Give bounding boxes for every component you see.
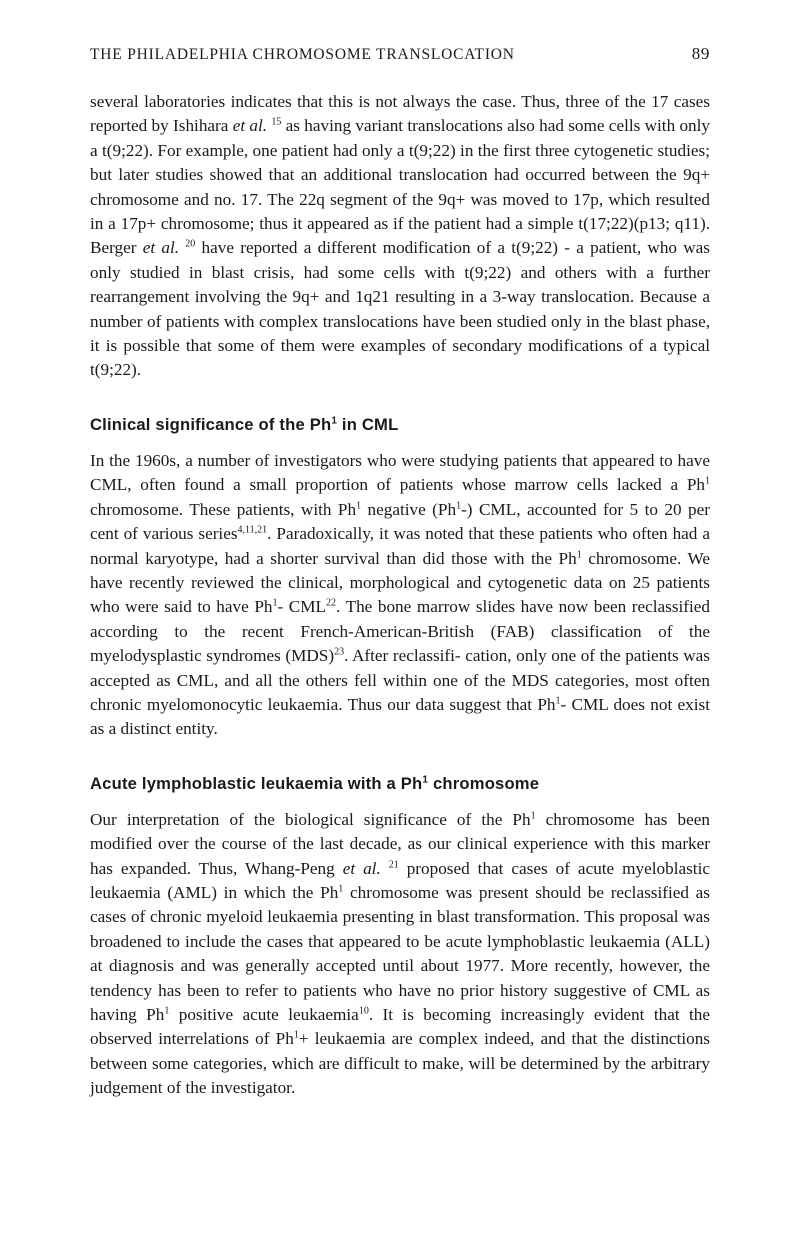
superscript: 1 — [705, 475, 710, 487]
reference-superscript: 4,11,21 — [237, 524, 268, 536]
superscript: 1 — [356, 499, 362, 511]
superscript: 1 — [555, 695, 561, 707]
reference-superscript: 15 — [271, 116, 282, 128]
text-run: proposed that cases of acute myeloblastic leukaemia (AML) in which the Ph — [90, 858, 710, 902]
text-run: In the 1960s, a number of investigators who were studying patients that appeared to have CML, often found a small proportion of patients whose marrow cells lacked a Ph — [90, 450, 710, 495]
superscript: 1 — [272, 597, 278, 609]
text-run: + leukaemia are complex indeed, and that the distinctions between some categories, which are difficult to make, will be determined by the arbitrary judgement of the investigator. — [90, 1029, 710, 1098]
superscript: 1 — [338, 883, 344, 895]
et-al: et al. — [342, 858, 381, 878]
section-heading-acute-lymphoblastic — [90, 774, 710, 794]
text-run: positive acute leukaemia — [169, 1005, 359, 1024]
reference-superscript: 23 — [334, 646, 345, 658]
text-run: -) CML, accounted for 5 to 20 per cent of various series — [90, 499, 710, 544]
heading-text: chromosome — [428, 773, 540, 793]
et-al: et al. — [142, 238, 180, 258]
superscript: 1 — [530, 810, 536, 822]
heading-text: in CML — [337, 414, 399, 434]
section-heading-clinical-significance — [90, 415, 710, 435]
text-run: negative (Ph — [361, 499, 457, 519]
heading-superscript: 1 — [422, 774, 429, 786]
paragraph-clinical-significance — [90, 449, 710, 742]
text-run: . It is becoming increasingly evident that the observed interrelations of Ph — [90, 1005, 710, 1049]
text-run: chromosome was present should be reclassified as cases of chronic myeloid leukaemia presenting in blast transformation. This proposal was broadened to include the cases that appeared to be acute lymphoblastic leukaemia (ALL) at diagnosis and was generally accepted until about 1977. More recently, however, the tendency has been to refer to patients who have no prior history suggestive of CML as having Ph — [90, 882, 710, 1024]
running-header — [90, 44, 710, 64]
superscript: 1 — [164, 1005, 170, 1017]
text-run: . The bone marrow slides have now been reclassified according to the recent French-American-British (FAB) classification of the myelodysplastic syndromes (MDS) — [90, 597, 711, 666]
reference-superscript: 22 — [326, 597, 337, 609]
superscript: 1 — [456, 499, 462, 511]
text-run: chromosome has been modified over the course of the last decade, as our clinical experience with this marker has expanded. Thus, Whang-Peng — [90, 809, 711, 878]
text-run: . After reclassifi- cation, only one of the patients was accepted as CML, and all the others fell within one of the MDS categories, most often chronic myelomonocytic leukaemia. Thus our data suggest that Ph — [90, 646, 710, 714]
running-title: THE PHILADELPHIA CHROMOSOME TRANSLOCATION — [90, 46, 515, 63]
heading-text: Acute lymphoblastic leukaemia with a Ph — [90, 773, 423, 793]
text-run: . Paradoxically, it was noted that these patients who often had a normal karyotype, had a shorter survival than did those with the Ph — [90, 524, 710, 568]
superscript: 1 — [293, 1029, 299, 1041]
et-al: et al. — [232, 116, 268, 136]
superscript: 1 — [576, 548, 582, 560]
text-run: - CML does not exist as a distinct entity. — [90, 694, 710, 739]
text-run: chromosome. These patients, with Ph — [90, 499, 357, 519]
text-run: - CML — [277, 597, 327, 617]
paragraph-acute-lymphoblastic — [90, 808, 710, 1101]
heading-superscript: 1 — [331, 415, 338, 427]
text-run: Our interpretation of the biological significance of the Ph — [90, 809, 531, 829]
page — [90, 44, 710, 1101]
text-run: have reported a different modification of a t(9;22) - a patient, who was only studied in blast crisis, had some cells with t(9;22) and others with a further rearrangement involving the 9q+ and 1q21 resulting in a 3-way translocation. Because a number of patients with complex translocations have been studied only in the blast phase, it is possible that some of them were examples of secondary modifications of a typical t(9;22). — [90, 238, 710, 380]
heading-text: Clinical significance of the Ph — [90, 414, 332, 434]
reference-superscript: 10 — [358, 1005, 369, 1017]
reference-superscript: 20 — [185, 238, 196, 250]
text-run: chromosome. We have recently reviewed the clinical, morphological and cytogenetic data on 25 patients who were said to have Ph — [90, 548, 710, 617]
page-number: 89 — [691, 44, 710, 63]
text-run: several laboratories indicates that this is not always the case. Thus, three of the 17 cases reported by Ishihara — [90, 92, 710, 136]
text-run: as having variant translocations also had some cells with only a t(9;22). For example, one patient had only a t(9;22) in the first three cytogenetic studies; but later studies showed that an additional translocation had occurred between the 9q+ chromosome and no. 17. The 22q segment of the 9q+ was moved to 17p, which resulted in a 17p+ chromosome; thus it appeared as if the patient had a simple t(17;22)(p13; q11). Berger — [90, 116, 711, 258]
reference-superscript: 21 — [388, 858, 399, 870]
paragraph-variant-translocations — [90, 90, 710, 383]
